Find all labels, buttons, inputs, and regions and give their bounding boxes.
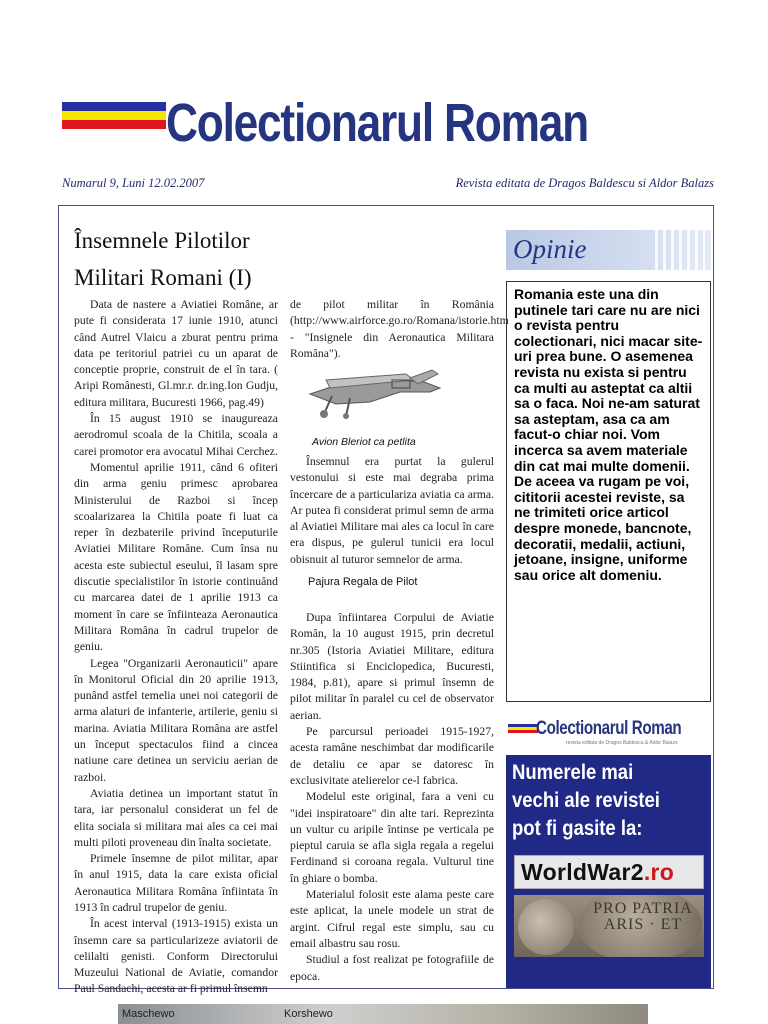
map-label: Maschewo [122,1008,175,1020]
flag-stripe-yellow [62,111,166,120]
promo-logo-text: Colectionarul Roman [536,718,682,739]
opinie-header [506,230,711,270]
article-column-2-mid [290,454,494,568]
coins-image [514,895,704,957]
paragraph: Dupa înfiintarea Corpului de Aviatie Român, la 10 august 1915, prin decretul nr.305 (Istoria Aviatiei Militare, editura Stiintifica si Enciclopedica, Bucuresti, 1984, p.81), apare si primul însemn de pilot militar în paralel cu cel de observator aerian. [290,611,494,722]
masthead-title: Colectionarul Roman [166,93,588,153]
article-title: Însemnele Pilotilor Militari Romani (I) [74,228,252,290]
paragraph: În 15 august 1910 se inaugureaza aerodromul scoala de la Chitila, scoala a carei promotor era avocatul Mihai Cerchez. [74,412,278,458]
paragraph: Materialul folosit este alama peste care este aplicat, la unele modele un strat de argint. Cifrul regal este simplu, sau cu email albastru sau rosu. [290,888,494,950]
paragraph: Aviatia detinea un important statut în tara, iar personalul considerat un fel de elita sociala si militara mai ales ca cei mai multi piloti proveneau din înalta societate. [74,786,278,849]
paragraph: Însemnul era purtat la gulerul vestonului si este mai degraba prima încercare de a particulariza aviatia ca arma. Ar putea fi considerat primul semn de arma al Aviatiei Militare mai ales ca locul în care era dispus, pe gulerul tunicii era locul obisnuit al tuturor semnelor de arma. [290,455,494,566]
site-tld: .ro [643,859,675,885]
section-subheading: Pajura Regala de Pilot [308,576,418,588]
coin-icon [518,899,574,955]
bleriot-plane-image [306,358,446,420]
paragraph: Primele însemne de pilot militar, apar în anul 1915, data la care exista oficial Aeronautica Militara Româna înfiintata în 1913 în cadrul trupelor de geniu. [74,852,278,914]
paragraph: Studiul a fost realizat pe fotografiile de epoca. [290,953,494,983]
archive-promo-box [506,755,711,988]
map-label: Korshewo [284,1008,333,1020]
paragraph: Modelul este original, fara a veni cu "idei inspiratoare" din alte tari. Reprezinta un vultur cu aripile întinse pe verticala pe pieptul caruia se afla sigla regala a regelui Ferdinand si coroana regala. Vulturul tine în ghiare o bomba. [290,790,494,885]
site-main: WorldWar2 [521,859,644,885]
issue-line: Numarul 9, Luni 12.02.2007 [62,176,205,190]
article-column-2-top [290,297,509,362]
editors-line: Revista editata de Dragos Baldescu si Aldor Balazs [455,176,714,190]
promo-logo [508,718,710,750]
paragraph: Pe parcursul perioadei 1915-1927, acesta ramâne neschimbat dar modificarile de detaliu ce apar se datoresc în exclusivitate atelierelor ce-l fabrica. [290,725,494,787]
bottom-map-strip [118,1004,648,1024]
flag-logo-icon [62,102,166,129]
plane-caption: Avion Bleriot ca petlita [312,436,416,448]
worldwar2-site-name [521,859,674,886]
masthead [62,93,712,158]
stripes-decoration [655,230,705,270]
archive-promo-text: Numerele mai vechi ale revistei pot fi gasite la: [512,761,660,840]
paragraph: Momentul aprilie 1911, când 6 ofiteri din arma geniu primesc aprobarea Ministerului de Razboi si încep scoalarizarea la Chitila poate fi luat ca reper în dezbaterile privind începuturile Aviatiei Militare Române. Cum însa nu acesta este subiectul eseului, îl lasam spre discutie specialistilor în istorie continuând cu marcarea datei de 1 aprilie 1913 ca moment în care se înfiinteaza Aeronautica Militara Româna în cadrul trupelor de geniu. [74,460,278,654]
paragraph: Legea "Organizarii Aeronauticii" apare în Monitorul Oficial din 20 aprilie 1913, punând astfel temelia unei noi categorii de arma alaturi de infanterie, artilerie, geniu si marina. Aviatia Militara Româna are astfel un început spectaculos fiind a cincea natiune care detinea un serviciu aerian de razboi. [74,656,278,784]
opinie-label: Opinie [513,234,587,264]
coin-inscription: PRO PATRIA ARIS · ET [593,900,693,933]
paragraph: de pilot militar în România (http://www.airforce.go.ro/Romana/istorie.htm - "Insignele din Aeronautica Militara Româna"). [290,298,509,360]
article-column-2-bottom [290,610,494,985]
opinie-text-box: Romania este una din putinele tari care nu are nici o revista pentru colectionari, nici macar site-uri prea bune. O asemenea revista nu exista si pentru ca multi au asteptat ca altii sa o faca. Noi ne-am saturat sa asteptam, asa ca am facut-o chiar noi. Vom incerca sa avem materiale din cat mai multe domenii. De aceea va rugam pe voi, cititorii acestei reviste, sa ne trimiteti orice articol despre monede, bancnote, decoratii, medalii, actiuni, jetoane, insigne, uniforme sau orice alt domeniu. [506,281,711,702]
article-column-1 [74,297,278,998]
flag-stripe-red [62,120,166,129]
paragraph: În acest interval (1913-1915) exista un însemn care sa particularizeze aviatorii de celilalti genisti. Conform Directorului Muzeului National de Aviatie, comandor Paul Sandachi, acesta ar fi primul însemn [74,917,278,996]
paragraph: Data de nastere a Aviatiei Române, ar pute fi considerata 17 iunie 1910, atunci când Autrel Vlaicu a zburat pentru prima data pe teritoriul patriei cu un aparat de conceptie proprie, construit de el în tara. ( Aripi Românesti, Gl.mr.r. dr.ing.Ion Gudju, editura militara, Bucuresti 1966, pag.49) [74,298,278,409]
flag-stripe-red [508,730,538,733]
promo-logo-subtext: revista editata de Dragos Baldescu & Aldor Balazs [566,740,678,746]
worldwar2-banner[interactable] [514,855,704,889]
flag-stripe-blue [62,102,166,111]
flag-logo-icon [508,724,538,733]
